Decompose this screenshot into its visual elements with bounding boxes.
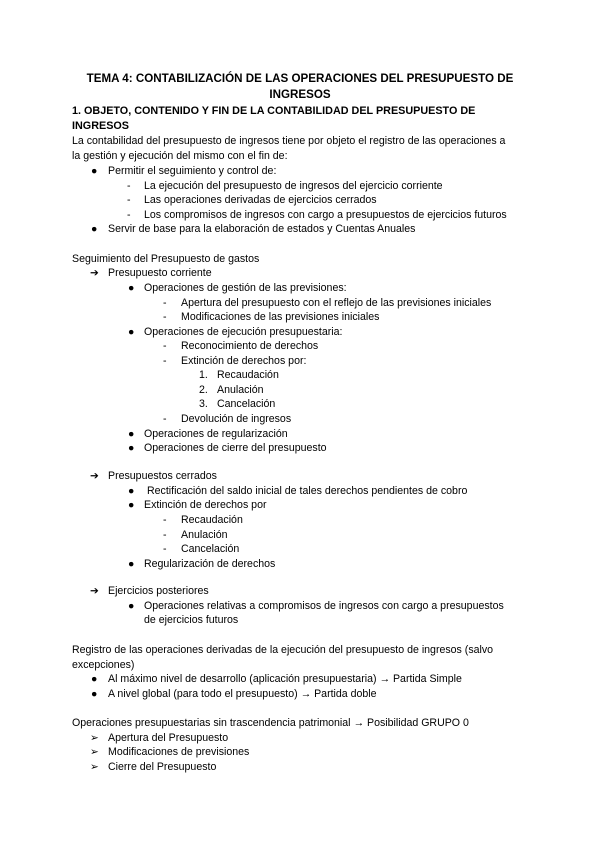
dash-icon: - bbox=[163, 311, 167, 323]
bullet-item: Operaciones de ejecución presupuestaria: bbox=[144, 326, 343, 338]
dash-icon: - bbox=[163, 529, 167, 541]
bullet-dot-icon: ● bbox=[128, 442, 135, 454]
registro-line-1: Registro de las operaciones derivadas de la ejecución del presupuesto de ingresos (salvo bbox=[72, 644, 494, 656]
bullet-dot-icon: ● bbox=[128, 282, 135, 294]
sub-item: Recaudación bbox=[181, 514, 243, 526]
bullet-dot-icon: ● bbox=[128, 326, 135, 338]
bullet-item: Regularización de derechos bbox=[144, 558, 276, 570]
dash-icon: - bbox=[163, 297, 167, 309]
sub-item: Apertura del presupuesto con el reflejo de las previsiones iniciales bbox=[181, 297, 492, 309]
dash-icon: - bbox=[163, 514, 167, 526]
sub-item: Devolución de ingresos bbox=[181, 413, 292, 425]
bullet-dot-icon: ● bbox=[128, 485, 135, 497]
section-heading: 1. OBJETO, CONTENIDO Y FIN DE LA CONTABILIDAD DEL PRESUPUESTO DE INGRESOS bbox=[72, 105, 476, 132]
bullet-item-continuation: de ejercicios futuros bbox=[144, 614, 239, 626]
bullet-dot-icon: ● bbox=[91, 688, 98, 700]
bullet-dot-icon: ● bbox=[91, 165, 98, 177]
arrow-right-icon: ➔ bbox=[90, 470, 99, 482]
dash-icon: - bbox=[163, 355, 167, 367]
dash-icon: - bbox=[127, 209, 131, 221]
seguimiento-heading: Seguimiento del Presupuesto de gastos bbox=[72, 253, 260, 265]
number-marker: 2. bbox=[199, 384, 208, 396]
number-marker: 3. bbox=[199, 398, 208, 410]
bullet-dot-icon: ● bbox=[91, 223, 98, 235]
sub-item: Anulación bbox=[181, 529, 228, 541]
bullet-item: Al máximo nivel de desarrollo (aplicación presupuestaria) → Partida Simple bbox=[108, 673, 462, 685]
sub-item: Modificaciones de las previsiones iniciales bbox=[181, 311, 380, 323]
bullet-item: Permitir el seguimiento y control de: bbox=[108, 165, 277, 177]
dash-icon: - bbox=[163, 340, 167, 352]
bullet-dot-icon: ● bbox=[91, 673, 98, 685]
arrowhead-item: Apertura del Presupuesto bbox=[108, 732, 229, 744]
arrowhead-item: Modificaciones de previsiones bbox=[108, 746, 250, 758]
arrow-item: Presupuestos cerrados bbox=[108, 470, 217, 482]
bullet-item: A nivel global (para todo el presupuesto) → Partida doble bbox=[108, 688, 377, 700]
sub-item: Extinción de derechos por: bbox=[181, 355, 307, 367]
bullet-dot-icon: ● bbox=[128, 600, 135, 612]
arrowhead-item: Cierre del Presupuesto bbox=[108, 761, 217, 773]
sub-item: Las operaciones derivadas de ejercicios cerrados bbox=[144, 194, 377, 206]
numbered-item: Cancelación bbox=[217, 398, 276, 410]
intro-line-1: La contabilidad del presupuesto de ingresos tiene por objeto el registro de las operaciones a bbox=[72, 135, 506, 147]
dash-icon: - bbox=[163, 413, 167, 425]
dash-icon: - bbox=[163, 543, 167, 555]
bullet-dot-icon: ● bbox=[128, 499, 135, 511]
arrowhead-icon: ➢ bbox=[90, 746, 99, 758]
arrow-right-icon: ➔ bbox=[90, 267, 99, 279]
bullet-item: Extinción de derechos por bbox=[144, 499, 267, 511]
page-title: TEMA 4: CONTABILIZACIÓN DE LAS OPERACIONES DEL PRESUPUESTO DE INGRESOS bbox=[86, 72, 514, 101]
dash-icon: - bbox=[127, 194, 131, 206]
intro-line-2: la gestión y ejecución del mismo con el fin de: bbox=[72, 150, 288, 162]
arrow-item: Presupuesto corriente bbox=[108, 267, 212, 279]
arrow-item: Ejercicios posteriores bbox=[108, 585, 209, 597]
sub-item: La ejecución del presupuesto de ingresos del ejercicio corriente bbox=[144, 180, 443, 192]
arrow-right-icon: ➔ bbox=[90, 585, 99, 597]
numbered-item: Anulación bbox=[217, 384, 264, 396]
registro-line-2: excepciones) bbox=[72, 659, 135, 671]
bullet-item: Servir de base para la elaboración de estados y Cuentas Anuales bbox=[108, 223, 416, 235]
numbered-item: Recaudación bbox=[217, 369, 279, 381]
arrowhead-icon: ➢ bbox=[90, 761, 99, 773]
bullet-item: Rectificación del saldo inicial de tales derechos pendientes de cobro bbox=[147, 485, 468, 497]
bullet-dot-icon: ● bbox=[128, 558, 135, 570]
sub-item: Reconocimiento de derechos bbox=[181, 340, 319, 352]
number-marker: 1. bbox=[199, 369, 208, 381]
bullet-dot-icon: ● bbox=[128, 428, 135, 440]
bullet-item: Operaciones de gestión de las previsiones: bbox=[144, 282, 347, 294]
bullet-item: Operaciones de regularización bbox=[144, 428, 288, 440]
sub-item: Los compromisos de ingresos con cargo a presupuestos de ejercicios futuros bbox=[144, 209, 507, 221]
arrowhead-icon: ➢ bbox=[90, 732, 99, 744]
bullet-item: Operaciones relativas a compromisos de ingresos con cargo a presupuestos bbox=[144, 600, 504, 612]
sub-item: Cancelación bbox=[181, 543, 240, 555]
bullet-item: Operaciones de cierre del presupuesto bbox=[144, 442, 327, 454]
dash-icon: - bbox=[127, 180, 131, 192]
sin-trascendencia-heading: Operaciones presupuestarias sin trascendencia patrimonial → Posibilidad GRUPO 0 bbox=[72, 717, 469, 729]
